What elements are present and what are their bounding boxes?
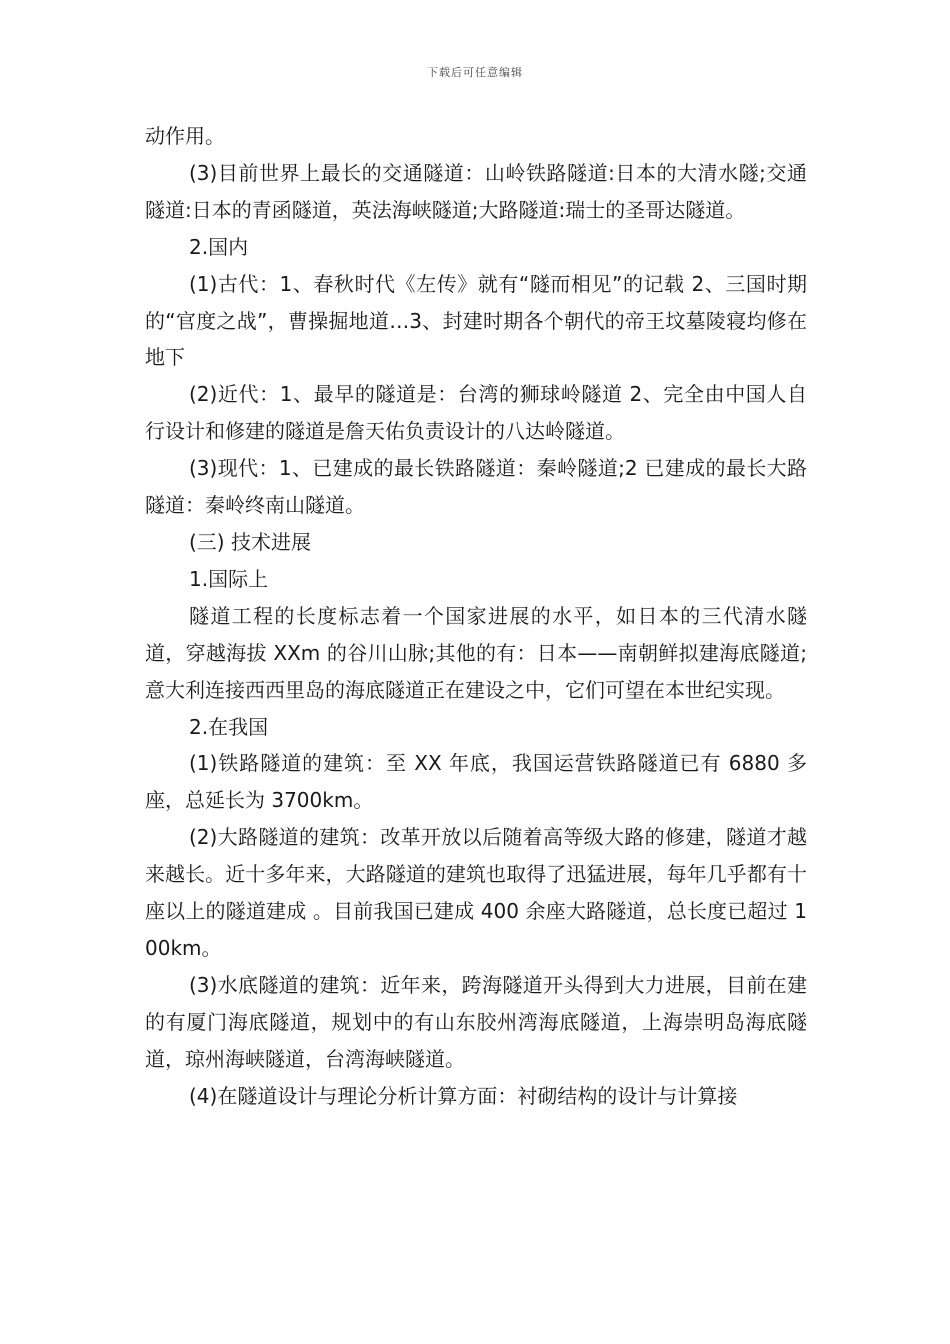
- heading-tech-progress: (三) 技术进展: [189, 529, 311, 554]
- heading-domestic: 2.国内: [189, 234, 249, 259]
- paragraph-modern-era: (2)近代：1、最早的隧道是：台湾的狮球岭隧道 2、完全由中国人自行设计和修建的隧道是詹天佑负责设计的八达岭隧道。: [145, 382, 807, 444]
- paragraph-ancient: (1)古代：1、春秋时代《左传》就有“隧而相见”的记载 2、三国时期的“官度之战”，曹操掘地道…3、封建时期各个朝代的帝王坟墓陵寝均修在地下: [145, 271, 807, 370]
- paragraph-underwater-tunnels: (3)水底隧道的建筑：近年来，跨海隧道开头得到大力进展，目前在建的有厦门海底隧道，规划中的有山东胶州湾海底隧道，上海崇明岛海底隧道，琼州海峡隧道，台湾海峡隧道。: [145, 972, 807, 1071]
- heading-in-china: 2.在我国: [189, 714, 269, 739]
- paragraph-design-theory: (4)在隧道设计与理论分析计算方面：衬砌结构的设计与计算接: [189, 1083, 738, 1108]
- paragraph-road-tunnels: (2)大路隧道的建筑：改革开放以后随着高等级大路的修建，隧道才越来越长。近十多年来，大路隧道的建筑也取得了迅猛进展，每年几乎都有十座以上的隧道建成 。目前我国已建成 400 余座大路隧道，总长度已超过 100km。: [145, 825, 807, 960]
- paragraph-world-longest-tunnels: (3)目前世界上最长的交通隧道：山岭铁路隧道:日本的大清水隧;交通隧道:日本的青函隧道，英法海峡隧道;大路隧道:瑞士的圣哥达隧道。: [145, 160, 807, 222]
- paragraph-continuation: 动作用。: [145, 124, 225, 148]
- document-body: [145, 118, 807, 1114]
- page-header: 下载后可任意编辑: [427, 66, 523, 79]
- paragraph-contemporary: (3)现代：1、已建成的最长铁路隧道：秦岭隧道;2 已建成的最长大路隧道：秦岭终南山隧道。: [145, 456, 807, 518]
- paragraph-railway-tunnels: (1)铁路隧道的建筑：至 XX 年底，我国运营铁路隧道已有 6880 多座，总延长为 3700km。: [145, 751, 807, 813]
- heading-international: 1.国际上: [189, 566, 269, 591]
- paragraph-international: 隧道工程的长度标志着一个国家进展的水平，如日本的三代清水隧道，穿越海拔 XXm 的谷川山脉;其他的有：日本——南朝鲜拟建海底隧道;意大利连接西西里岛的海底隧道正在建设之中，它们可望在本世纪实现。: [145, 603, 807, 702]
